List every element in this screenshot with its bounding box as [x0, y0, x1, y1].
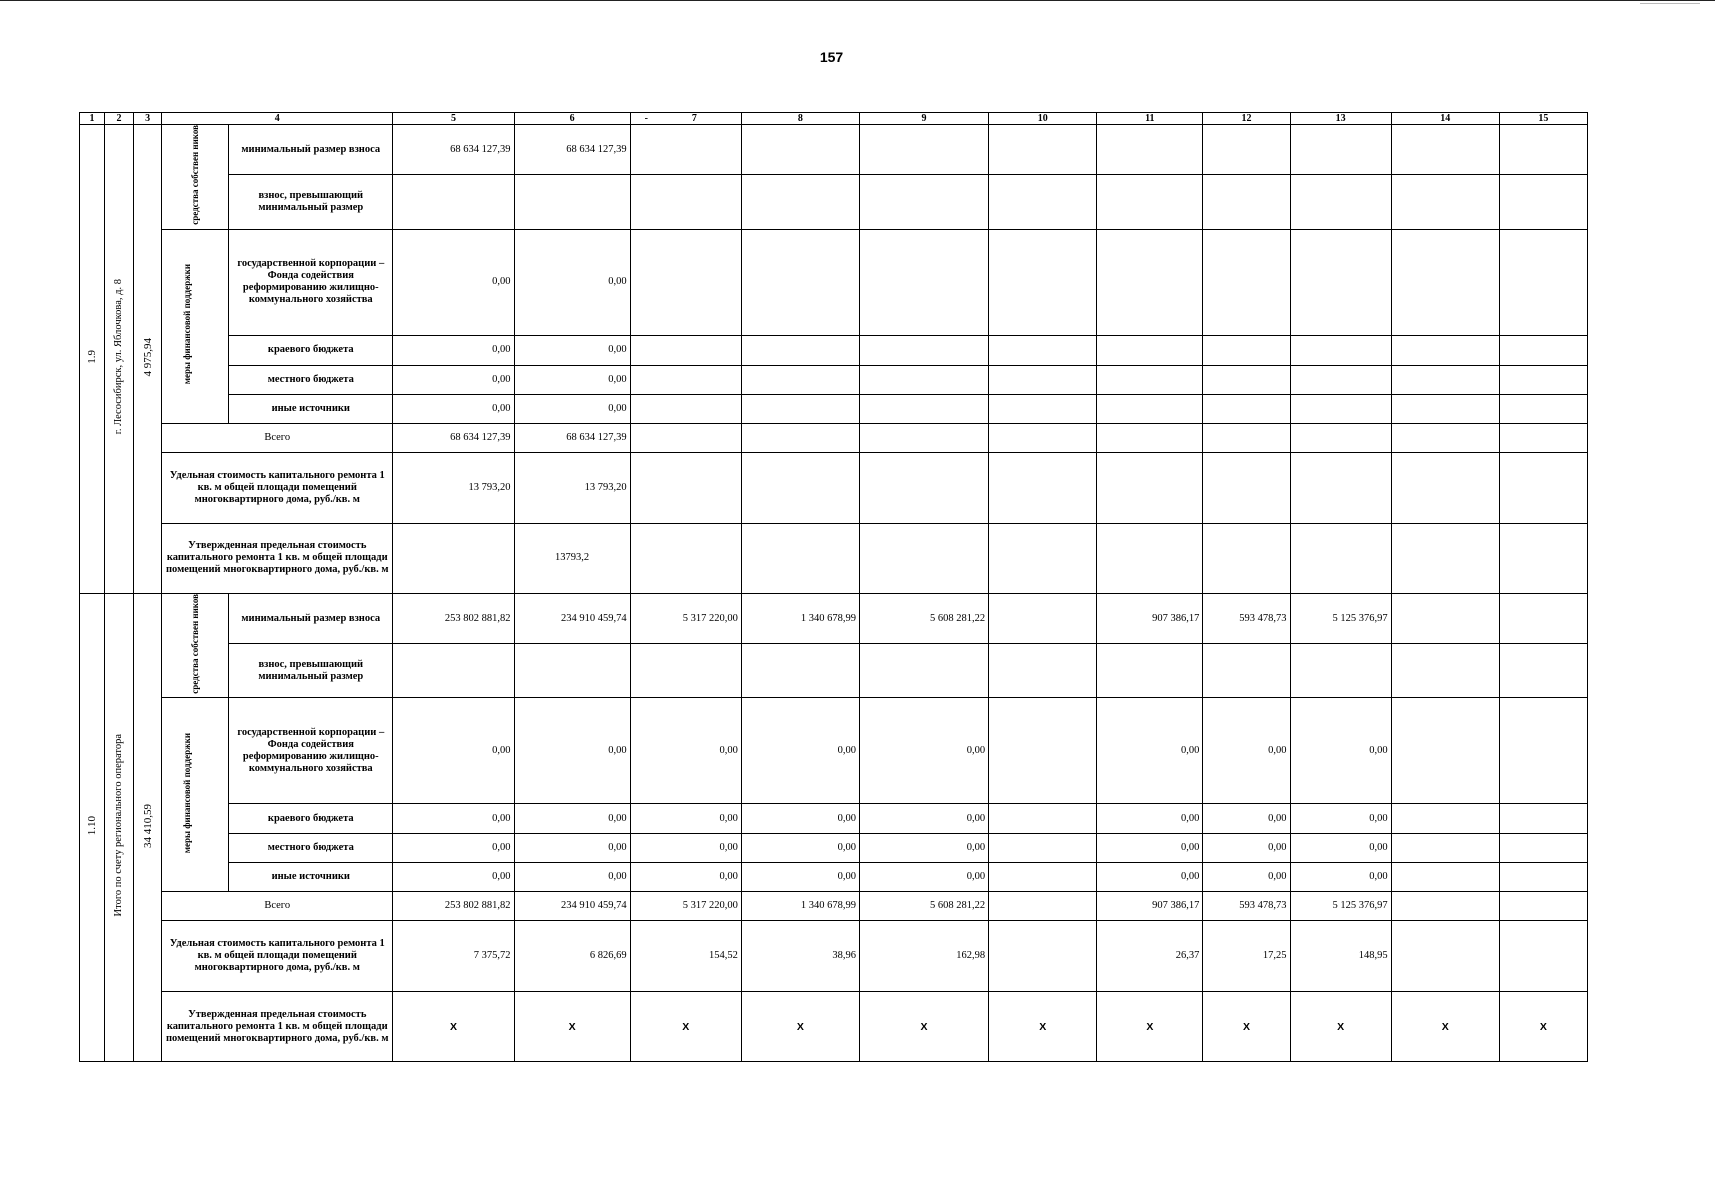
table-row [80, 892, 1588, 921]
column-header-row [80, 113, 1588, 125]
column-header: 1 [80, 113, 105, 125]
value-cell: 234 910 459,74 [514, 892, 630, 921]
table-row [80, 175, 1588, 230]
row-label-regional: краевого бюджета [229, 804, 393, 834]
table-row [80, 644, 1588, 698]
row-label-local: местного бюджета [229, 834, 393, 863]
value-cell: 68 634 127,39 [393, 423, 514, 452]
row-label-limit-cost: Утвержденная предельная стоимость капитального ремонта 1 кв. м общей площади помещений многоквартирного дома, руб./кв. м [162, 523, 393, 593]
value-cell: X [1203, 992, 1290, 1062]
value-cell: 593 478,73 [1203, 892, 1290, 921]
value-cell [741, 423, 859, 452]
row-label-total: Всего [162, 892, 393, 921]
value-cell [1097, 175, 1203, 230]
value-cell: X [514, 992, 630, 1062]
owners-funds-label: средства собствен ников [190, 125, 201, 225]
value-cell [1203, 452, 1290, 523]
value-cell [741, 394, 859, 423]
value-cell [1290, 394, 1391, 423]
value-cell [741, 335, 859, 365]
value-cell [1203, 423, 1290, 452]
table-row [80, 365, 1588, 394]
value-cell [393, 523, 514, 593]
column-header: 3 [134, 113, 162, 125]
value-cell: 5 317 220,00 [630, 593, 741, 644]
value-cell: 5 608 281,22 [859, 892, 988, 921]
value-cell: 0,00 [1203, 834, 1290, 863]
value-cell [1203, 229, 1290, 335]
support-measures-group [162, 698, 229, 892]
value-cell [1097, 335, 1203, 365]
value-cell: 68 634 127,39 [393, 125, 514, 175]
row-label-unit-cost: Удельная стоимость капитального ремонта 1 кв. м общей площади помещений многоквартирного дома, руб./кв. м [162, 921, 393, 992]
row-number-cell [80, 125, 105, 594]
value-cell [989, 365, 1097, 394]
value-cell: X [630, 992, 741, 1062]
value-cell [1290, 644, 1391, 698]
value-cell [1499, 125, 1587, 175]
value-cell: X [393, 992, 514, 1062]
value-cell [1203, 365, 1290, 394]
value-cell: 0,00 [514, 698, 630, 804]
value-cell: 68 634 127,39 [514, 125, 630, 175]
owners-funds-label: средства собствен ников [190, 593, 201, 694]
row-number: 1.10 [86, 815, 99, 836]
table-row [80, 804, 1588, 834]
value-cell [989, 394, 1097, 423]
value-cell: X [741, 992, 859, 1062]
value-cell [989, 593, 1097, 644]
total-area: 4 975,94 [141, 337, 154, 377]
owners-funds-group [162, 593, 229, 698]
table-row [80, 335, 1588, 365]
value-cell: 0,00 [859, 834, 988, 863]
value-cell: 0,00 [1290, 698, 1391, 804]
value-cell [1391, 892, 1499, 921]
value-cell [1499, 834, 1587, 863]
row-label-unit-cost: Удельная стоимость капитального ремонта 1 кв. м общей площади помещений многоквартирного дома, руб./кв. м [162, 452, 393, 523]
value-cell [1499, 804, 1587, 834]
value-cell [1499, 921, 1587, 992]
table-row [80, 229, 1588, 335]
value-cell [1499, 229, 1587, 335]
value-cell [1499, 175, 1587, 230]
value-cell: 0,00 [514, 863, 630, 892]
value-cell [1391, 365, 1499, 394]
value-cell: 0,00 [630, 863, 741, 892]
column-header-label: 7 [691, 113, 697, 124]
value-cell: 0,00 [393, 394, 514, 423]
value-cell [989, 834, 1097, 863]
area-cell [134, 125, 162, 594]
value-cell: 0,00 [1097, 863, 1203, 892]
value-cell [1391, 394, 1499, 423]
capital-repair-table [79, 112, 1588, 1062]
value-cell [1499, 698, 1587, 804]
value-cell: 148,95 [1290, 921, 1391, 992]
value-cell [1203, 644, 1290, 698]
value-cell [1499, 423, 1587, 452]
column-header: 4 [162, 113, 393, 125]
value-cell [1290, 452, 1391, 523]
value-cell: X [1290, 992, 1391, 1062]
value-cell: 0,00 [1097, 834, 1203, 863]
row-number: 1.9 [86, 349, 99, 364]
row-label-min-fee: минимальный размер взноса [229, 593, 393, 644]
column-header: 11 [1097, 113, 1203, 125]
value-cell [859, 125, 988, 175]
column-header-prefix: - [644, 113, 649, 124]
value-cell: 1 340 678,99 [741, 892, 859, 921]
value-cell [630, 452, 741, 523]
value-cell: X [1097, 992, 1203, 1062]
value-cell: 0,00 [393, 834, 514, 863]
value-cell: 6 826,69 [514, 921, 630, 992]
column-header: 2 [105, 113, 134, 125]
value-cell: X [859, 992, 988, 1062]
value-cell: 0,00 [1097, 804, 1203, 834]
value-cell [1391, 698, 1499, 804]
value-cell [859, 523, 988, 593]
value-cell [1097, 394, 1203, 423]
support-measures-label: меры финансовой поддержки [182, 732, 193, 854]
value-cell [989, 921, 1097, 992]
value-cell [859, 175, 988, 230]
table-row [80, 834, 1588, 863]
value-cell [1290, 523, 1391, 593]
value-cell [1097, 125, 1203, 175]
value-cell: 154,52 [630, 921, 741, 992]
value-cell: 253 802 881,82 [393, 892, 514, 921]
value-cell: 253 802 881,82 [393, 593, 514, 644]
row-label-fund: государственной корпорации – Фонда содействия реформированию жилищно-коммунального хозяйства [229, 698, 393, 804]
value-cell: 0,00 [393, 698, 514, 804]
value-cell [630, 365, 741, 394]
value-cell [1203, 523, 1290, 593]
value-cell [859, 452, 988, 523]
value-cell [514, 644, 630, 698]
value-cell: 0,00 [514, 394, 630, 423]
value-cell: 5 125 376,97 [1290, 892, 1391, 921]
value-cell: 5 125 376,97 [1290, 593, 1391, 644]
value-cell [1290, 175, 1391, 230]
value-cell: 0,00 [741, 804, 859, 834]
value-cell [741, 125, 859, 175]
value-cell [1499, 892, 1587, 921]
value-cell: 0,00 [741, 698, 859, 804]
value-cell: 0,00 [630, 698, 741, 804]
value-cell: X [989, 992, 1097, 1062]
value-cell [989, 644, 1097, 698]
page-number: 157 [819, 49, 844, 65]
table-row [80, 593, 1588, 644]
value-cell [630, 644, 741, 698]
value-cell [1097, 229, 1203, 335]
column-header [630, 113, 741, 125]
column-header: 9 [859, 113, 988, 125]
value-cell [1391, 175, 1499, 230]
object-address: Итого по счету регионального оператора [113, 734, 125, 917]
value-cell: 0,00 [741, 834, 859, 863]
value-cell [989, 892, 1097, 921]
value-cell: 0,00 [393, 863, 514, 892]
value-cell: 162,98 [859, 921, 988, 992]
value-cell: 0,00 [1203, 804, 1290, 834]
value-cell: 907 386,17 [1097, 593, 1203, 644]
value-cell [393, 175, 514, 230]
value-cell [393, 644, 514, 698]
value-cell [1391, 644, 1499, 698]
row-label-limit-cost: Утвержденная предельная стоимость капитального ремонта 1 кв. м общей площади помещений многоквартирного дома, руб./кв. м [162, 992, 393, 1062]
table-row [80, 452, 1588, 523]
column-header: 10 [989, 113, 1097, 125]
value-cell [1499, 452, 1587, 523]
row-label-regional: краевого бюджета [229, 335, 393, 365]
value-cell [630, 394, 741, 423]
value-cell: 13 793,20 [393, 452, 514, 523]
table-row [80, 698, 1588, 804]
value-cell [1290, 125, 1391, 175]
value-cell: 0,00 [630, 834, 741, 863]
value-cell [989, 423, 1097, 452]
value-cell [1203, 175, 1290, 230]
value-cell: 0,00 [859, 698, 988, 804]
value-cell [1203, 335, 1290, 365]
scan-mark [1640, 3, 1700, 4]
value-cell [1203, 394, 1290, 423]
value-cell: 0,00 [1290, 804, 1391, 834]
value-cell: 0,00 [514, 229, 630, 335]
row-label-other: иные источники [229, 863, 393, 892]
value-cell [1097, 423, 1203, 452]
value-cell [741, 175, 859, 230]
value-cell [989, 125, 1097, 175]
value-cell [989, 863, 1097, 892]
value-cell [630, 175, 741, 230]
value-cell [1391, 229, 1499, 335]
value-cell: 0,00 [393, 365, 514, 394]
value-cell: 26,37 [1097, 921, 1203, 992]
value-cell [859, 229, 988, 335]
value-cell: 0,00 [393, 335, 514, 365]
value-cell [989, 335, 1097, 365]
value-cell [1097, 365, 1203, 394]
value-cell: 234 910 459,74 [514, 593, 630, 644]
value-cell [989, 452, 1097, 523]
value-cell: 1 340 678,99 [741, 593, 859, 644]
value-cell [989, 175, 1097, 230]
value-cell: 13 793,20 [514, 452, 630, 523]
value-cell [1290, 423, 1391, 452]
value-cell: X [1391, 992, 1499, 1062]
value-cell [1499, 644, 1587, 698]
value-cell [630, 523, 741, 593]
object-address-cell [105, 125, 134, 594]
value-cell: 0,00 [393, 804, 514, 834]
value-cell [859, 394, 988, 423]
value-cell [741, 644, 859, 698]
value-cell [1499, 863, 1587, 892]
support-measures-label: меры финансовой поддержки [182, 264, 193, 385]
column-header: 8 [741, 113, 859, 125]
row-number-cell [80, 593, 105, 1062]
value-cell [1391, 834, 1499, 863]
value-cell [1391, 921, 1499, 992]
value-cell [1391, 125, 1499, 175]
value-cell [741, 365, 859, 394]
row-label-local: местного бюджета [229, 365, 393, 394]
value-cell: 0,00 [630, 804, 741, 834]
value-cell [741, 523, 859, 593]
top-edge-line [0, 0, 1715, 1]
value-cell: 593 478,73 [1203, 593, 1290, 644]
value-cell [1290, 335, 1391, 365]
value-cell [1391, 523, 1499, 593]
value-cell [514, 175, 630, 230]
value-cell [1391, 335, 1499, 365]
value-cell: 907 386,17 [1097, 892, 1203, 921]
value-cell [1391, 452, 1499, 523]
value-cell [989, 229, 1097, 335]
value-cell [1499, 335, 1587, 365]
value-cell [1097, 452, 1203, 523]
value-cell [630, 125, 741, 175]
owners-funds-group [162, 125, 229, 230]
value-cell: 0,00 [514, 335, 630, 365]
value-cell [989, 698, 1097, 804]
row-label-other: иные источники [229, 394, 393, 423]
total-area: 34 410,59 [141, 803, 154, 848]
value-cell: 0,00 [741, 863, 859, 892]
value-cell [1499, 593, 1587, 644]
value-cell [1203, 125, 1290, 175]
column-header: 15 [1499, 113, 1587, 125]
value-cell [1391, 863, 1499, 892]
table-row [80, 523, 1588, 593]
table-row [80, 921, 1588, 992]
value-cell: 0,00 [1203, 863, 1290, 892]
column-header: 13 [1290, 113, 1391, 125]
value-cell: 0,00 [393, 229, 514, 335]
value-cell: 38,96 [741, 921, 859, 992]
value-cell: 0,00 [1203, 698, 1290, 804]
value-cell [859, 365, 988, 394]
value-cell: 0,00 [1290, 834, 1391, 863]
value-cell: 0,00 [514, 804, 630, 834]
value-cell [741, 229, 859, 335]
table-row [80, 423, 1588, 452]
table-row [80, 125, 1588, 175]
value-cell: 0,00 [859, 863, 988, 892]
value-cell [989, 523, 1097, 593]
row-label-fund: государственной корпорации – Фонда содействия реформированию жилищно-коммунального хозяйства [229, 229, 393, 335]
value-cell [859, 335, 988, 365]
value-cell [1097, 523, 1203, 593]
object-address: г. Лесосибирск, ул. Яблочкова, д. 8 [113, 279, 125, 435]
value-cell [1499, 523, 1587, 593]
table-row [80, 992, 1588, 1062]
value-cell: X [1499, 992, 1587, 1062]
value-cell: 0,00 [1097, 698, 1203, 804]
value-cell [630, 335, 741, 365]
row-label-over-min: взнос, превышающий минимальный размер [229, 644, 393, 698]
value-cell: 7 375,72 [393, 921, 514, 992]
value-cell [1499, 365, 1587, 394]
value-cell: 17,25 [1203, 921, 1290, 992]
value-cell [1290, 229, 1391, 335]
value-cell: 0,00 [859, 804, 988, 834]
table-row [80, 863, 1588, 892]
value-cell [1499, 394, 1587, 423]
column-header: 14 [1391, 113, 1499, 125]
row-label-total: Всего [162, 423, 393, 452]
row-label-over-min: взнос, превышающий минимальный размер [229, 175, 393, 230]
support-measures-group [162, 229, 229, 423]
value-cell [741, 452, 859, 523]
value-cell [1097, 644, 1203, 698]
value-cell: 5 608 281,22 [859, 593, 988, 644]
value-cell: 13793,2 [514, 523, 630, 593]
value-cell [1391, 593, 1499, 644]
value-cell [859, 423, 988, 452]
value-cell [1391, 423, 1499, 452]
object-address-cell [105, 593, 134, 1062]
value-cell [1290, 365, 1391, 394]
column-header: 5 [393, 113, 514, 125]
value-cell: 0,00 [514, 365, 630, 394]
value-cell: 0,00 [514, 834, 630, 863]
value-cell [630, 423, 741, 452]
table-row [80, 394, 1588, 423]
value-cell [989, 804, 1097, 834]
value-cell: 0,00 [1290, 863, 1391, 892]
value-cell: 68 634 127,39 [514, 423, 630, 452]
value-cell [630, 229, 741, 335]
value-cell [859, 644, 988, 698]
column-header: 6 [514, 113, 630, 125]
row-label-min-fee: минимальный размер взноса [229, 125, 393, 175]
value-cell: 5 317 220,00 [630, 892, 741, 921]
value-cell [1391, 804, 1499, 834]
area-cell [134, 593, 162, 1062]
column-header: 12 [1203, 113, 1290, 125]
